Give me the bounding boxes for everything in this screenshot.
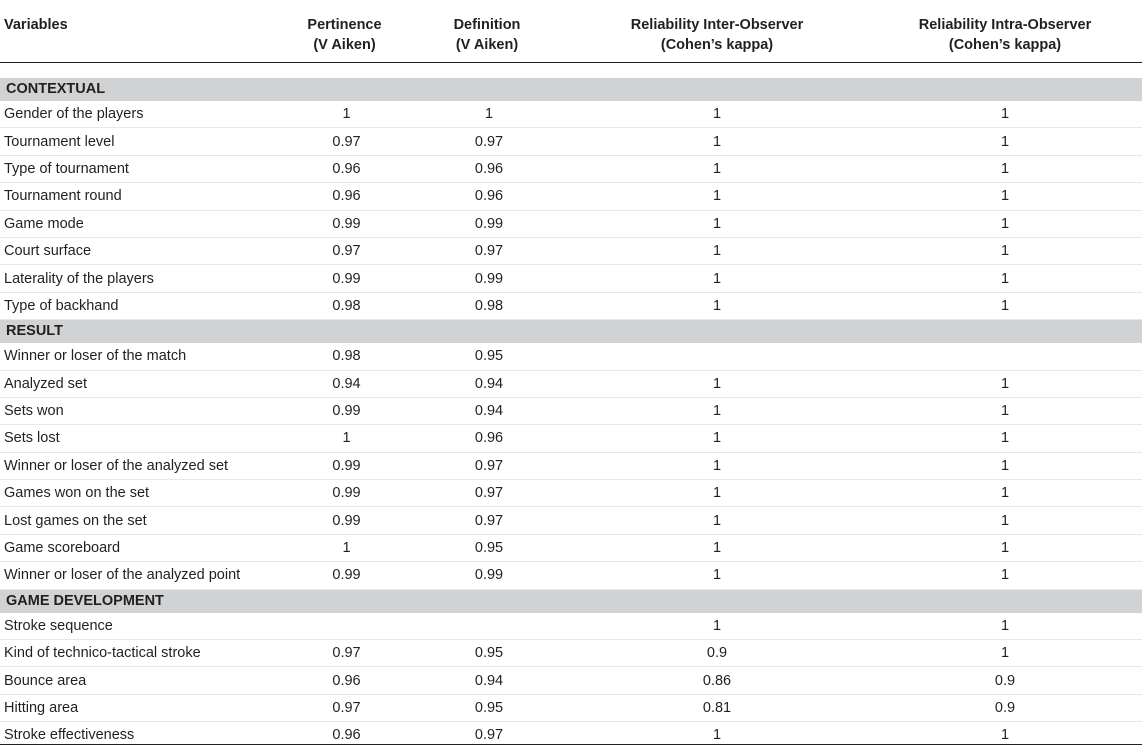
cell-intra-observer: 1 (1000, 727, 1010, 744)
cell-definition: 0.97 (408, 452, 566, 479)
cell-pertinence: 1 (281, 534, 408, 561)
cell-intra-observer: 1 (868, 292, 1142, 319)
cell-definition: 1 (408, 101, 566, 128)
table-row (0, 101, 1142, 128)
cell-intra-observer: 0.9 (868, 694, 1142, 721)
cell-definition: 0.95 (408, 343, 566, 370)
header-reliability-inter: Reliability Inter-Observer (Cohen’s kappa) (566, 0, 868, 63)
cell-variable: Stroke sequence (0, 613, 281, 640)
cell-definition: 0.99 (408, 210, 566, 237)
cell-definition: 0.95 (408, 534, 566, 561)
cell-intra-observer: 1 (868, 452, 1142, 479)
cell-definition: 0.96 (408, 155, 566, 182)
cell-pertinence: 0.99 (281, 480, 408, 507)
cell-pertinence: 0.99 (281, 210, 408, 237)
table-header (0, 0, 1142, 63)
cell-variable: Bounce area (0, 667, 281, 694)
cell-variable: Laterality of the players (0, 265, 281, 292)
cell-definition: 0.98 (408, 292, 566, 319)
cell-inter-observer: 1 (566, 128, 868, 155)
section-header-row (0, 320, 1142, 344)
cell-inter-observer: 1 (566, 183, 868, 210)
cell-inter-observer: 1 (566, 155, 868, 182)
header-spacer (0, 63, 1142, 78)
cell-variable: Type of backhand (0, 292, 281, 319)
header-variables: Variables (0, 0, 281, 63)
cell-pertinence: 0.99 (281, 265, 408, 292)
table-row (0, 128, 1142, 155)
cell-pertinence: 0.97 (281, 128, 408, 155)
cell-variable: Kind of technico-tactical stroke (0, 640, 281, 667)
cell-intra-observer: 1 (868, 128, 1142, 155)
cell-variable: Lost games on the set (0, 507, 281, 534)
cell-variable: Analyzed set (0, 370, 281, 397)
cell-pertinence: 0.99 (281, 397, 408, 424)
cell-inter-observer: 1 (566, 613, 868, 640)
section-title: RESULT (0, 320, 1142, 344)
cell-inter-observer: 1 (712, 727, 722, 744)
cell-intra-observer: 1 (868, 480, 1142, 507)
cell-pertinence: 0.97 (281, 694, 408, 721)
cell-variable: Tournament round (0, 183, 281, 210)
cell-pertinence: 1 (281, 425, 408, 452)
cell-variable: Game scoreboard (0, 534, 281, 561)
table-row (0, 534, 1142, 561)
cell-variable: Sets won (0, 397, 281, 424)
cell-definition: 0.94 (408, 370, 566, 397)
cell-pertinence: 1 (281, 101, 408, 128)
section-header-row (0, 589, 1142, 613)
cell-intra-observer: 1 (868, 613, 1142, 640)
table-row (0, 292, 1142, 319)
section-title: CONTEXTUAL (0, 78, 1142, 102)
table-row (0, 237, 1142, 264)
cell-intra-observer (868, 343, 1142, 370)
cell-intra-observer: 1 (868, 183, 1142, 210)
cell-definition: 0.97 (474, 727, 504, 744)
cell-pertinence: 0.96 (281, 155, 408, 182)
cell-definition: 0.97 (408, 128, 566, 155)
cell-inter-observer: 1 (566, 397, 868, 424)
table-row (0, 480, 1142, 507)
cell-inter-observer (566, 343, 868, 370)
cell-intra-observer: 1 (868, 562, 1142, 589)
cell-inter-observer: 1 (566, 534, 868, 561)
table-row (0, 183, 1142, 210)
cell-definition: 0.97 (408, 507, 566, 534)
table-row (0, 613, 1142, 640)
cell-variable: Game mode (0, 210, 281, 237)
cell-pertinence: 0.99 (281, 452, 408, 479)
cell-inter-observer: 1 (566, 452, 868, 479)
cell-intra-observer: 1 (868, 370, 1142, 397)
cell-pertinence: 0.96 (281, 183, 408, 210)
table-body (0, 63, 1142, 749)
cell-variable: Winner or loser of the analyzed point (0, 562, 281, 589)
cell-definition: 0.95 (408, 640, 566, 667)
cell-intra-observer: 1 (868, 155, 1142, 182)
cell-variable: Hitting area (0, 694, 281, 721)
cell-pertinence: 0.99 (281, 562, 408, 589)
section-title: GAME DEVELOPMENT (0, 589, 1142, 613)
cell-pertinence: 0.97 (281, 237, 408, 264)
cell-pertinence: 0.98 (281, 343, 408, 370)
cell-intra-observer: 1 (868, 507, 1142, 534)
table-row (0, 562, 1142, 589)
cell-definition: 0.97 (408, 237, 566, 264)
cell-pertinence: 0.97 (281, 640, 408, 667)
cell-inter-observer: 1 (566, 237, 868, 264)
table-row (0, 155, 1142, 182)
cell-pertinence: 0.99 (281, 507, 408, 534)
cell-intra-observer: 1 (868, 640, 1142, 667)
cell-intra-observer: 1 (868, 265, 1142, 292)
table-row (0, 507, 1142, 534)
cell-intra-observer: 0.9 (868, 667, 1142, 694)
cell-variable: Court surface (0, 237, 281, 264)
cell-variable: Tournament level (0, 128, 281, 155)
table-row (0, 694, 1142, 721)
cell-intra-observer: 1 (868, 425, 1142, 452)
cell-inter-observer: 0.86 (566, 667, 868, 694)
cell-variable: Winner or loser of the analyzed set (0, 452, 281, 479)
cell-definition: 0.94 (408, 667, 566, 694)
cell-inter-observer: 1 (566, 101, 868, 128)
cell-inter-observer: 0.81 (566, 694, 868, 721)
cell-definition: 0.94 (408, 397, 566, 424)
table-row (0, 640, 1142, 667)
cell-inter-observer: 0.9 (566, 640, 868, 667)
header-reliability-intra: Reliability Intra-Observer (Cohen’s kappa) (868, 0, 1142, 63)
cell-variable: Gender of the players (0, 101, 281, 128)
header-definition: Definition (V Aiken) (408, 0, 566, 63)
cell-pertinence: 0.94 (281, 370, 408, 397)
cell-definition: 0.96 (408, 183, 566, 210)
table-row (0, 210, 1142, 237)
table-row (0, 425, 1142, 452)
table-row (0, 397, 1142, 424)
cell-inter-observer: 1 (566, 210, 868, 237)
cell-inter-observer: 1 (566, 265, 868, 292)
cell-variable: Games won on the set (0, 480, 281, 507)
cell-inter-observer: 1 (566, 562, 868, 589)
cell-intra-observer: 1 (868, 397, 1142, 424)
cell-definition (408, 613, 566, 640)
cell-definition: 0.96 (408, 425, 566, 452)
section-header-row (0, 78, 1142, 102)
cell-variable: Type of tournament (0, 155, 281, 182)
table-row (0, 452, 1142, 479)
cell-intra-observer: 1 (868, 237, 1142, 264)
cell-inter-observer: 1 (566, 370, 868, 397)
cell-variable: Sets lost (0, 425, 281, 452)
table-row (0, 370, 1142, 397)
cell-intra-observer: 1 (868, 101, 1142, 128)
cell-pertinence (281, 613, 408, 640)
cell-inter-observer: 1 (566, 507, 868, 534)
cell-pertinence: 0.96 (332, 727, 361, 744)
bottom-rule (0, 744, 1142, 745)
cell-inter-observer: 1 (566, 425, 868, 452)
cell-pertinence: 0.96 (281, 667, 408, 694)
cell-inter-observer: 1 (566, 480, 868, 507)
table-row (0, 265, 1142, 292)
cell-variable: Winner or loser of the match (0, 343, 281, 370)
cell-definition: 0.97 (408, 480, 566, 507)
table-row (0, 667, 1142, 694)
cell-pertinence: 0.98 (281, 292, 408, 319)
cell-intra-observer: 1 (868, 534, 1142, 561)
cell-inter-observer: 1 (566, 292, 868, 319)
cell-intra-observer: 1 (868, 210, 1142, 237)
cell-definition: 0.99 (408, 265, 566, 292)
cell-variable: Stroke effectiveness (4, 727, 135, 744)
cell-definition: 0.99 (408, 562, 566, 589)
table-row (0, 343, 1142, 370)
cell-definition: 0.95 (408, 694, 566, 721)
header-pertinence: Pertinence (V Aiken) (281, 0, 408, 63)
